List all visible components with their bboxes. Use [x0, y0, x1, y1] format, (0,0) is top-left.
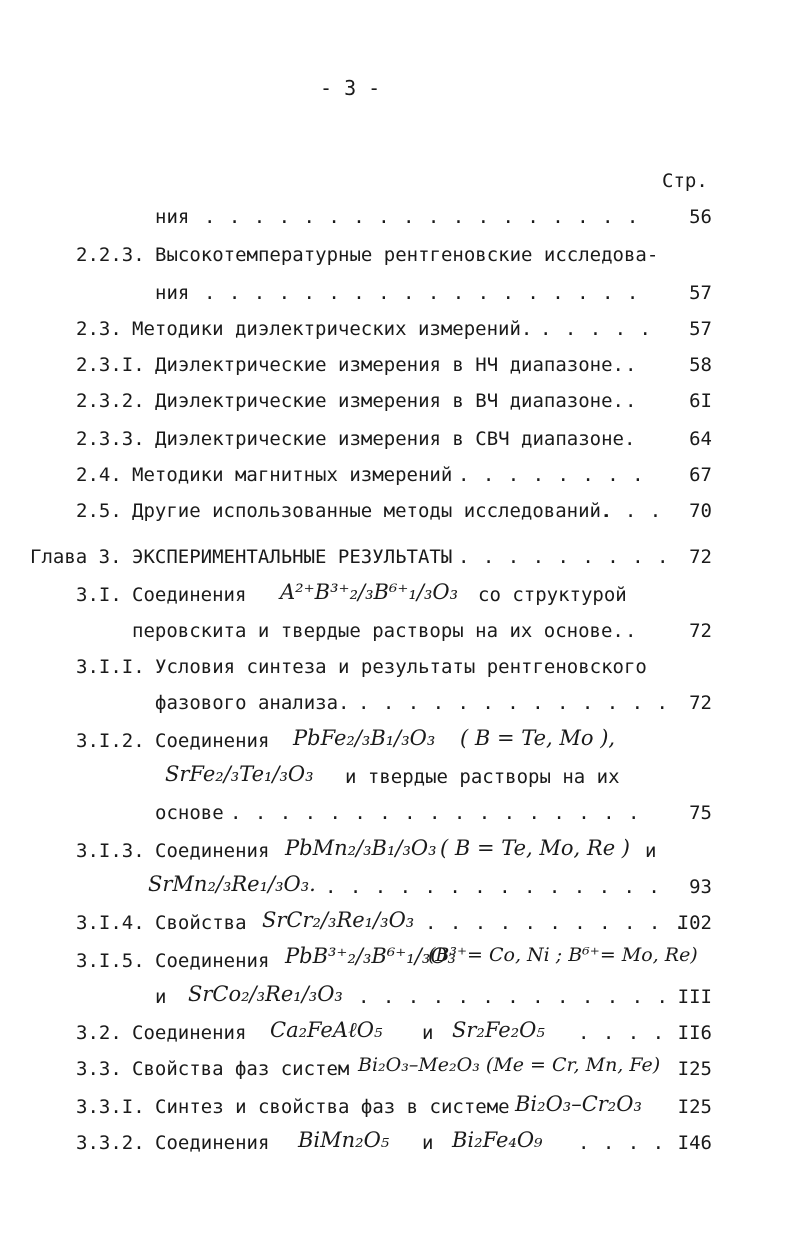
chemical-formula-parameters: ( B = Te, Mo ), — [460, 726, 616, 750]
toc-page-number: 58 — [689, 354, 712, 376]
toc-entry-text: Синтез и свойства фаз в системе — [155, 1096, 510, 1118]
toc-entry-number: 2.4. — [76, 464, 122, 486]
toc-entry-number: 2.5. — [76, 500, 122, 522]
toc-page-number: III — [677, 986, 712, 1008]
leader-dots: . . . . . . . . . . . . . . . . . . — [204, 206, 640, 228]
leader-dots: . . . . . . . . — [458, 464, 645, 486]
toc-entry-text: Соединения — [155, 1132, 270, 1154]
toc-entry-number: 2.3.3. — [76, 428, 145, 450]
chemical-formula-line2: SrCo₂/₃Re₁/₃O₃ — [188, 982, 343, 1006]
toc-entry-number: 2.3. — [76, 318, 122, 340]
toc-entry-number: 2.3.I. — [76, 354, 145, 376]
leader-dots: . . . . . . . . . . . . . . . . . — [230, 802, 641, 824]
toc-entry-number: 3.I. — [76, 584, 122, 606]
toc-entry-text: Высокотемпературные рентгеновские исследова- — [155, 244, 659, 266]
toc-entry-text-line2: и — [155, 986, 167, 1008]
toc-page-number: 72 — [689, 620, 712, 642]
chemical-formula-line2: SrFe₂/₃Te₁/₃O₃ — [165, 762, 314, 786]
leader-dots: . . . . . . . . . . . — [425, 912, 687, 934]
leader-dots: . . . . . — [540, 318, 652, 340]
toc-entry-number: 3.I.5. — [76, 950, 145, 972]
leader-dots: . . . — [600, 500, 663, 522]
toc-entry-text: Свойства фаз систем — [132, 1058, 350, 1080]
chemical-formula-parameters: (B³⁺= Co, Ni ; B⁶⁺= Mo, Re) — [428, 944, 698, 966]
leader-dots: . . . . — [578, 1132, 666, 1154]
leader-dots: . . . . . . . . . . . . . — [358, 692, 669, 714]
toc-page-number: 75 — [689, 802, 712, 824]
toc-entry-text: Другие использованные методы исследований. — [132, 500, 613, 522]
chemical-formula: Ca₂FeAℓO₅ — [270, 1018, 383, 1042]
toc-entry-text-after: и — [422, 1132, 434, 1154]
chemical-formula-2: Sr₂Fe₂O₅ — [452, 1018, 545, 1042]
toc-page-number: 6I — [689, 390, 712, 412]
toc-entry-text: Соединения — [155, 950, 270, 972]
leader-dots: . . . . — [578, 1022, 666, 1044]
toc-entry-number: 3.I.2. — [76, 730, 145, 752]
leader-dots: . . . . . . . . . — [458, 546, 670, 568]
leader-dots: . . . . . . . . . . . . . — [358, 986, 669, 1008]
toc-entry-text-line3: основе — [155, 802, 224, 824]
toc-entry-text: Условия синтеза и результаты рентгеновского — [155, 656, 647, 678]
leader-dots: . — [625, 354, 638, 376]
chemical-formula: SrCr₂/₃Re₁/₃O₃ — [262, 908, 415, 932]
page-column-label: Стр. — [662, 170, 708, 192]
chemical-formula: BiMn₂O₅ — [298, 1128, 390, 1152]
toc-chapter-title: ЭКСПЕРИМЕНТАЛЬНЫЕ РЕЗУЛЬТАТЫ — [132, 546, 453, 568]
leader-dots: . . . . . . . . . . . . . . . . . . — [204, 282, 640, 304]
toc-page-number: I02 — [677, 912, 712, 934]
toc-entry-number: 3.I.3. — [76, 840, 145, 862]
toc-page-number: I25 — [677, 1058, 712, 1080]
chemical-formula-line2: SrMn₂/₃Re₁/₃O₃. — [148, 872, 316, 896]
toc-page-number: 64 — [689, 428, 712, 450]
toc-page-number: 93 — [689, 876, 712, 898]
toc-entry-text-after: со структурой — [478, 584, 627, 606]
toc-entry-text-line2: фазового анализа. — [155, 692, 350, 714]
toc-entry-text-after: и — [645, 840, 657, 862]
toc-entry-text: Диэлектрические измерения в ВЧ диапазоне. — [155, 390, 624, 412]
toc-entry-text: Соединения — [155, 730, 270, 752]
toc-entry-number: 3.3.2. — [76, 1132, 145, 1154]
toc-page-number: 72 — [689, 692, 712, 714]
toc-entry-number: 2.2.3. — [76, 244, 145, 266]
toc-page-number: I25 — [677, 1096, 712, 1118]
toc-page-number: I46 — [677, 1132, 712, 1154]
toc-entry-text: Соединения — [155, 840, 270, 862]
toc-entry-text-line2: перовскита и твердые растворы на их основе. — [132, 620, 624, 642]
toc-page-number: 67 — [689, 464, 712, 486]
leader-dots: . — [625, 620, 638, 642]
page-number: - 3 - — [320, 76, 381, 100]
toc-entry-text: ния — [155, 206, 190, 228]
toc-entry-text: Свойства — [155, 912, 247, 934]
toc-entry-number: 2.3.2. — [76, 390, 145, 412]
toc-entry-text: Диэлектрические измерения в НЧ диапазоне. — [155, 354, 624, 376]
toc-entry-text: Методики магнитных измерений — [132, 464, 453, 486]
toc-page-number: 57 — [689, 318, 712, 340]
chemical-formula-parameters: ( B = Te, Mo, Re ) — [440, 836, 631, 860]
toc-entry-number: 3.I.I. — [76, 656, 145, 678]
toc-entry-number: 3.3. — [76, 1058, 122, 1080]
toc-entry-text-line2: и твердые растворы на их — [345, 766, 620, 788]
toc-page-number: 70 — [689, 500, 712, 522]
toc-page-number: 57 — [689, 282, 712, 304]
toc-entry-number: 3.I.4. — [76, 912, 145, 934]
chemical-formula: Bi₂O₃–Me₂O₃ (Me = Cr, Mn, Fe) — [358, 1054, 661, 1076]
toc-page-number: 56 — [689, 206, 712, 228]
toc-entry-number: 3.2. — [76, 1022, 122, 1044]
toc-entry-text: Методики диэлектрических измерений. — [132, 318, 533, 340]
chemical-formula: PbB³⁺₂/₃B⁶⁺₁/₃O₃ — [285, 944, 456, 968]
toc-page-number: 72 — [689, 546, 712, 568]
chemical-formula: Bi₂O₃–Cr₂O₃ — [515, 1092, 642, 1116]
toc-page-number: II6 — [677, 1022, 712, 1044]
toc-entry-text: Диэлектрические измерения в СВЧ диапазоне. — [155, 428, 636, 450]
toc-entry-text: Соединения — [132, 1022, 247, 1044]
toc-chapter-number: Глава 3. — [30, 546, 122, 568]
toc-entry-text-after: и — [422, 1022, 434, 1044]
leader-dots: . — [625, 390, 638, 412]
chemical-formula: PbMn₂/₃B₁/₃O₃ — [285, 836, 437, 860]
toc-entry-text: Соединения — [132, 584, 247, 606]
chemical-formula-2: Bi₂Fe₄O₉ — [452, 1128, 543, 1152]
leader-dots: . . . . . . . . . . . . . . — [325, 876, 661, 898]
toc-entry-number: 3.3.I. — [76, 1096, 145, 1118]
toc-entry-text-line2: ния — [155, 282, 190, 304]
chemical-formula: PbFe₂/₃B₁/₃O₃ — [293, 726, 436, 750]
chemical-formula: A²⁺B³⁺₂/₃B⁶⁺₁/₃O₃ — [280, 580, 458, 604]
